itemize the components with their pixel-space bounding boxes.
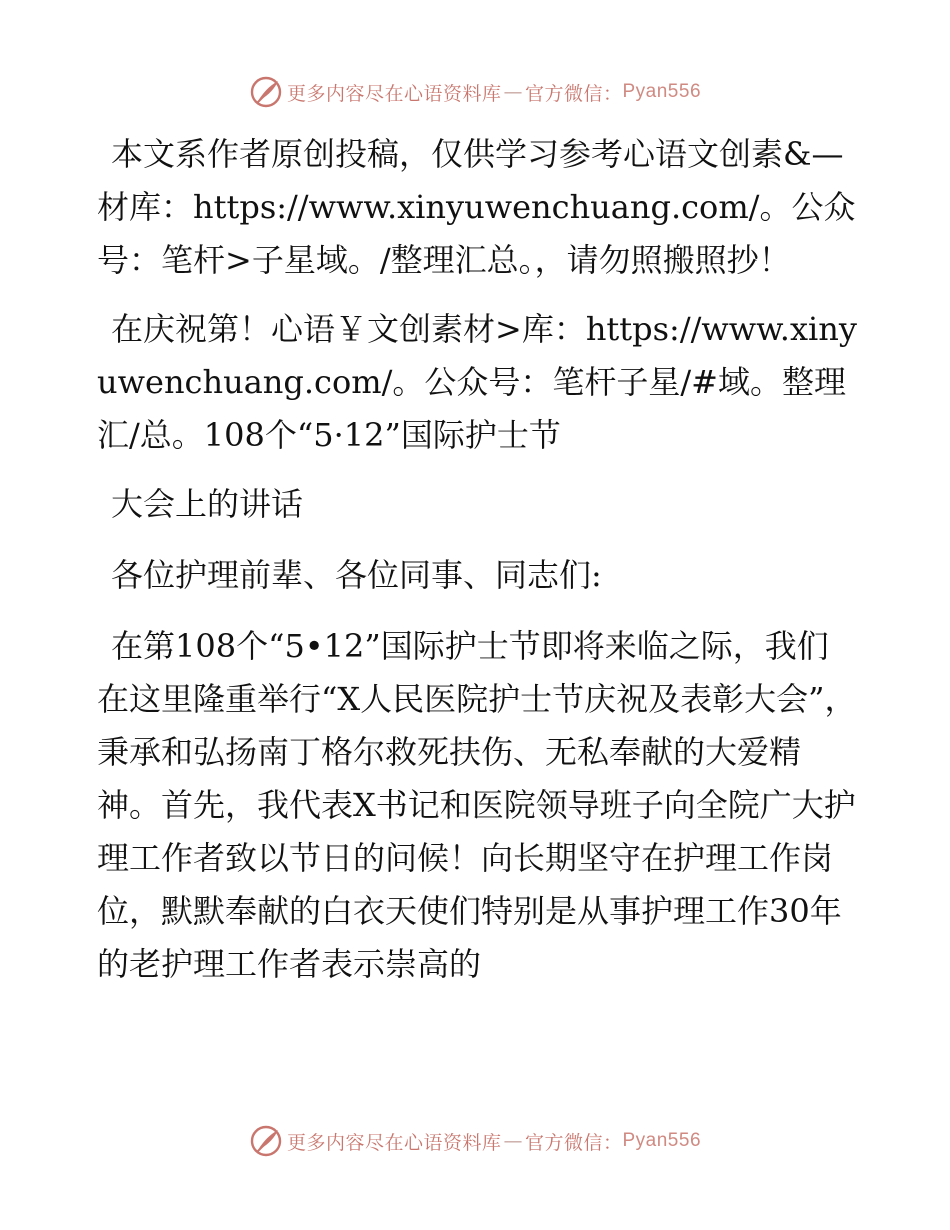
paragraph-intro-notice: 本文系作者原创投稿，仅供学习参考心语文创素&—材库：https://www.xinyuwenchuang.com/。公众号：笔杆>子星域。/整理汇总。，请勿照搬照抄！	[97, 135, 856, 279]
watermark-label: 官方微信：	[524, 82, 623, 105]
watermark-header	[0, 72, 950, 112]
watermark-footer	[0, 1121, 950, 1161]
watermark-main-text: 更多内容尽在心语资料库	[286, 82, 502, 105]
feather-quill-icon	[249, 1124, 283, 1158]
watermark-handle: Pyan556	[622, 81, 702, 102]
watermark-main-text: 更多内容尽在心语资料库	[286, 1131, 502, 1154]
watermark-label: 官方微信：	[524, 1131, 623, 1154]
watermark-handle: Pyan556	[622, 1130, 702, 1151]
feather-quill-icon	[249, 75, 283, 109]
watermark-separator: —	[503, 1130, 523, 1152]
paragraph-salutation: 各位护理前辈、各位同事、同志们:	[111, 556, 602, 594]
paragraph-title-line: 在庆祝第！心语￥文创素材>库：https://www.xinyuwenchuang.com/。公众号：笔杆子星/#域。整理汇/总。108个“5·12”国际护士节	[97, 310, 857, 454]
paragraph-subtitle: 大会上的讲话	[111, 485, 304, 523]
document-body	[97, 128, 857, 1007]
paragraph-speech-body: 在第108个“5•12”国际护士节即将来临之际，我们在这里隆重举行“X人民医院护士节庆祝及表彰大会”，秉承和弘扬南丁格尔救死扶伤、无私奉献的大爱精神。首先，我代表X书记和医院领导班子向全院广大护理工作者致以节日的问候！向长期坚守在护理工作岗位，默默奉献的白衣天使们特别是从事护理工作30年的老护理工作者表示崇高的	[97, 627, 857, 983]
watermark-separator: —	[503, 81, 523, 103]
